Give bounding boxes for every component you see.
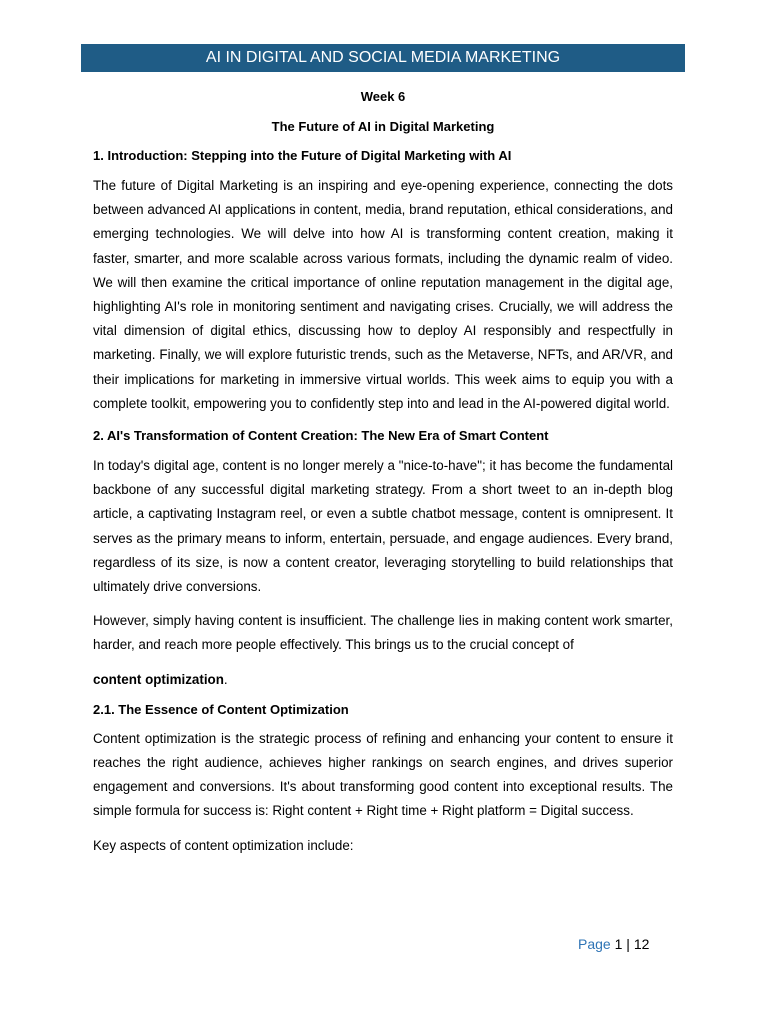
content-optimization-line	[93, 668, 673, 692]
key-aspects-intro: Key aspects of content optimization include:	[93, 837, 354, 853]
section-2-paragraph-1: In today's digital age, content is no longer merely a "nice-to-have"; it has become the fundamental backbone of any successful digital marketing strategy. From a short tweet to an in-depth blog article, a captivating Instagram reel, or even a subtle chatbot message, content is omnipresent. It serves as the primary means to inform, entertain, persuade, and engage audiences. Every brand, regardless of its size, is now a content creator, leveraging storytelling to build relationships that ultimately drive conversions.	[93, 458, 673, 595]
section-1-heading: 1. Introduction: Stepping into the Future of Digital Marketing with AI	[93, 148, 512, 163]
page-footer	[578, 936, 649, 952]
section-2-paragraph-2: However, simply having content is insufficient. The challenge lies in making content work smarter, harder, and reach more people effectively. This brings us to the crucial concept of	[93, 613, 673, 653]
content-optimization-term: content optimization	[93, 671, 224, 687]
document-header-banner	[81, 44, 685, 72]
content-optimization-period: .	[223, 671, 228, 687]
document-body	[93, 84, 673, 858]
page-separator: |	[626, 936, 630, 952]
page-number: 1	[614, 936, 623, 952]
section-2-heading: 2. AI's Transformation of Content Creation: The New Era of Smart Content	[93, 428, 549, 444]
document-title: The Future of AI in Digital Marketing	[271, 119, 495, 134]
section-2-1-paragraph: Content optimization is the strategic process of refining and enhancing your content to ensure it reaches the right audience, achieves higher rankings on search engines, and drives superior engagement and conversions. It's about transforming good content into exceptional results. The simple formula for success is: Right content + Right time + Right platform = Digital success.	[93, 730, 673, 819]
banner-title: AI IN DIGITAL AND SOCIAL MEDIA MARKETING	[205, 49, 561, 66]
page-word: Page	[578, 936, 611, 952]
week-label: Week 6	[360, 89, 406, 104]
total-pages: 12	[633, 936, 650, 952]
section-2-1-heading: 2.1. The Essence of Content Optimization	[93, 701, 349, 717]
section-1-paragraph: The future of Digital Marketing is an inspiring and eye-opening experience, connecting the dots between advanced AI applications in content, media, brand reputation, ethical considerations, and emerging technologies. We will delve into how AI is transforming content creation, making it faster, smarter, and more scalable across various formats, including the dynamic realm of video. We will then examine the critical importance of online reputation management in the digital age, highlighting AI's role in monitoring sentiment and navigating crises. Crucially, we will address the vital dimension of digital ethics, discussing how to deploy AI responsibly and respectfully in marketing. Finally, we will explore futuristic trends, such as the Metaverse, NFTs, and AR/VR, and their implications for marketing in immersive virtual worlds. This week aims to equip you with a complete toolkit, empowering you to confidently step into and lead in the AI-powered digital world.	[93, 178, 673, 411]
